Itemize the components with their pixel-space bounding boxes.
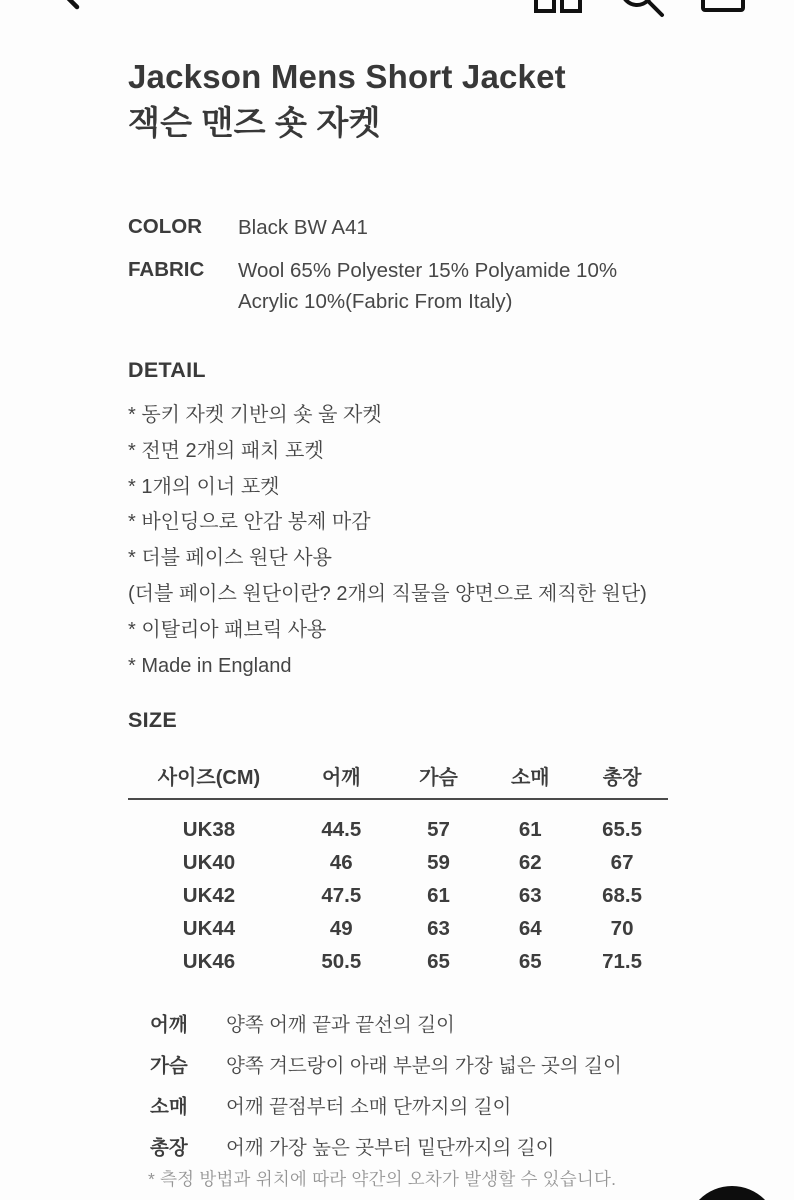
detail-line: * 전면 2개의 패치 포켓 xyxy=(128,439,324,462)
cell-sleeve: 64 xyxy=(518,916,542,940)
measure-row xyxy=(128,1125,748,1166)
cell-length: 71.5 xyxy=(602,949,643,973)
search-icon xyxy=(616,0,666,19)
detail-list xyxy=(128,398,738,684)
cell-length: 70 xyxy=(610,916,634,940)
size-table-body xyxy=(128,800,668,978)
search-button[interactable] xyxy=(616,0,666,19)
measure-label: 총장 xyxy=(150,1136,188,1159)
color-value: Black BW A41 xyxy=(238,216,368,239)
product-title xyxy=(128,54,708,146)
spec-row-color xyxy=(128,212,688,243)
home-button[interactable] xyxy=(531,0,585,13)
cell-sleeve: 63 xyxy=(518,883,542,907)
detail-line: * 1개의 이너 포켓 xyxy=(128,475,280,498)
measure-row xyxy=(128,1043,748,1084)
measure-desc: 어깨 가장 높은 곳부터 밑단까지의 길이 xyxy=(226,1136,555,1159)
cell-shoulder: 50.5 xyxy=(321,949,362,973)
measure-label: 가슴 xyxy=(150,1054,188,1077)
cell-shoulder: 44.5 xyxy=(321,817,362,841)
size-table xyxy=(128,752,668,978)
detail-heading: DETAIL xyxy=(128,358,206,382)
measure-footnote: * 측정 방법과 위치에 따라 약간의 오차가 발생할 수 있습니다. xyxy=(148,1169,617,1189)
fabric-value: Wool 65% Polyester 15% Polyamide 10% Acrylic 10%(Fabric From Italy) xyxy=(238,259,618,313)
cell-chest: 61 xyxy=(427,883,450,907)
measure-desc: 어깨 끝점부터 소매 단까지의 길이 xyxy=(226,1095,512,1118)
detail-line: * 더블 페이스 원단 사용 xyxy=(128,547,332,570)
table-row xyxy=(128,813,668,846)
measure-desc: 양쪽 겨드랑이 아래 부분의 가장 넓은 곳의 길이 xyxy=(226,1054,622,1077)
detail-line: * 동키 자켓 기반의 숏 울 자켓 xyxy=(128,404,382,426)
chevron-left-icon xyxy=(46,0,94,12)
floating-action-button[interactable] xyxy=(686,1186,778,1200)
table-row xyxy=(128,879,668,912)
cell-chest: 63 xyxy=(427,916,450,940)
measure-desc: 양쪽 어깨 끝과 끝선의 길이 xyxy=(226,1013,455,1036)
col-length: 총장 xyxy=(602,766,642,789)
measure-label: 어깨 xyxy=(150,1013,188,1036)
cell-shoulder: 47.5 xyxy=(321,883,362,907)
product-title-en: Jackson Mens Short Jacket xyxy=(128,58,566,95)
cell-sleeve: 61 xyxy=(518,817,542,841)
home-grid-icon xyxy=(531,0,585,13)
product-title-ko: 잭슨 맨즈 숏 자켓 xyxy=(128,104,381,141)
spec-row-fabric xyxy=(128,255,688,317)
cell-size: UK40 xyxy=(182,850,236,874)
detail-line: * 이탈리아 패브릭 사용 xyxy=(128,618,327,641)
fabric-label: FABRIC xyxy=(128,258,205,281)
cell-sleeve: 62 xyxy=(518,850,542,874)
col-sleeve: 소매 xyxy=(510,766,550,789)
size-heading: SIZE xyxy=(128,708,177,732)
measure-guide xyxy=(128,1002,748,1166)
cell-length: 68.5 xyxy=(602,883,643,907)
measure-label: 소매 xyxy=(150,1095,188,1118)
cell-length: 67 xyxy=(610,850,634,874)
cell-chest: 65 xyxy=(427,949,450,973)
cell-size: UK44 xyxy=(182,916,236,940)
table-row xyxy=(128,912,668,945)
detail-line: * 바인딩으로 안감 봉제 마감 xyxy=(128,511,371,534)
cart-button[interactable] xyxy=(698,0,748,14)
color-label: COLOR xyxy=(128,215,203,238)
cell-chest: 57 xyxy=(427,817,450,841)
col-shoulder: 어깨 xyxy=(321,766,361,789)
bag-icon xyxy=(698,0,748,14)
cell-sleeve: 65 xyxy=(518,949,542,973)
cell-size: UK46 xyxy=(182,949,236,973)
detail-line: * Made in England xyxy=(128,654,292,677)
detail-line: (더블 페이스 원단이란? 2개의 직물을 양면으로 제직한 원단) xyxy=(128,582,647,605)
cell-shoulder: 46 xyxy=(329,850,353,874)
cell-length: 65.5 xyxy=(602,817,643,841)
back-button[interactable] xyxy=(46,0,94,12)
col-size: 사이즈(CM) xyxy=(157,766,261,789)
col-chest: 가슴 xyxy=(419,766,458,789)
cell-shoulder: 49 xyxy=(329,916,353,940)
product-specs xyxy=(128,212,688,329)
cell-chest: 59 xyxy=(427,850,450,874)
size-table-header xyxy=(128,752,668,800)
table-row xyxy=(128,846,668,879)
measure-row xyxy=(128,1084,748,1125)
cell-size: UK42 xyxy=(182,883,236,907)
table-row xyxy=(128,945,668,978)
measure-row xyxy=(128,1002,748,1043)
cell-size: UK38 xyxy=(182,817,236,841)
